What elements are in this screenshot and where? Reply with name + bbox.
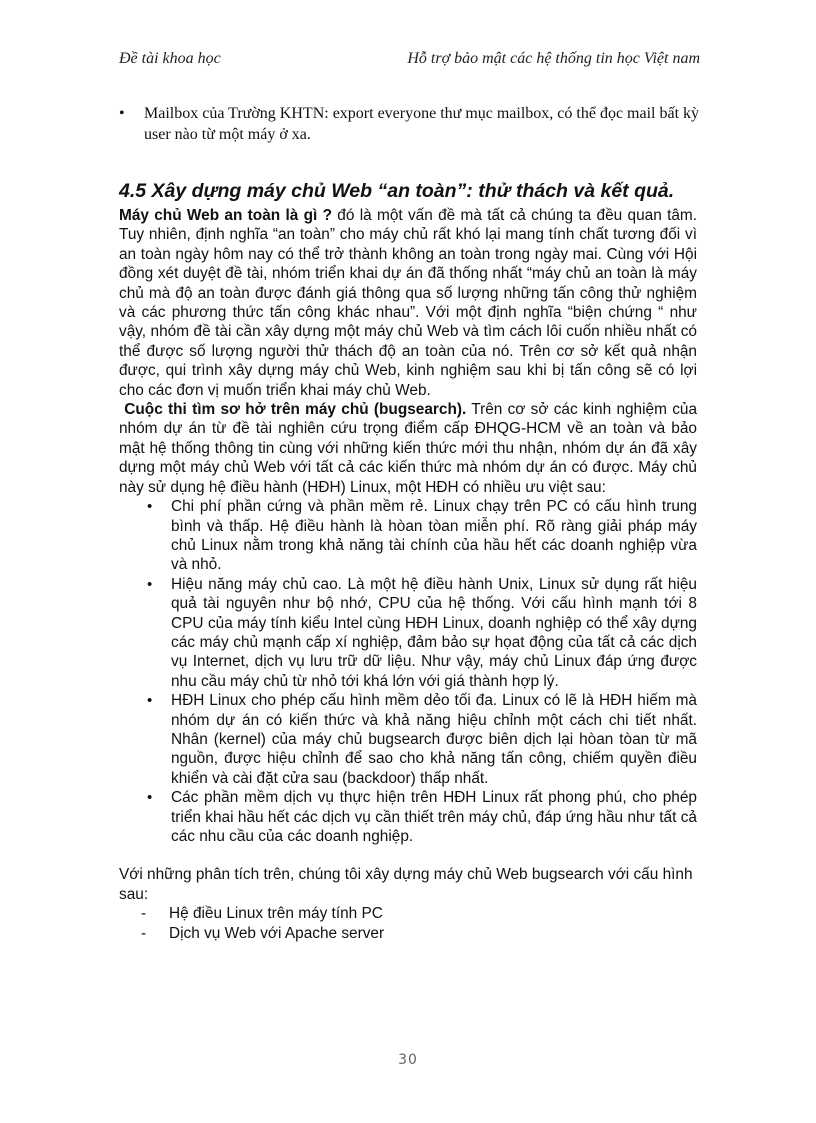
section-body bbox=[119, 206, 697, 943]
list-item bbox=[119, 575, 697, 691]
list-item bbox=[119, 788, 697, 846]
config-list bbox=[119, 904, 697, 943]
list-item-text: Hiệu năng máy chủ cao. Là một hệ điều hành Unix, Linux sử dụng rất hiệu quả tài nguyên như bộ nhớ, CPU của hệ thống. Với cấu hình mạnh tới 8 CPU của máy tính kiểu Intel cùng HĐH Linux, doanh nghiệp có thể xây dựng các máy chủ mạnh cấp xí nghiệp, đảm bảo sự họat động của tất cả các dịch vụ Internet, dịch vụ lưu trữ dữ liệu. Như vậy, máy chủ Linux đáp ứng được nhu cầu máy chủ từ nhỏ tới khá lớn với giá thành hợp lý. bbox=[171, 575, 697, 690]
dash-marker: - bbox=[141, 905, 147, 923]
header-left-title: Đề tài khoa học bbox=[119, 50, 221, 67]
linux-advantages-list bbox=[119, 497, 697, 846]
paragraph-lead: Máy chủ Web an toàn là gì ? bbox=[119, 207, 332, 224]
spacer bbox=[119, 846, 697, 865]
list-item-text: HĐH Linux cho phép cấu hình mềm dẻo tối đa. Linux có lẽ là HĐH hiếm mà nhóm dự án có kiến thức và khả năng hiệu chỉnh một cách chi tiết nhất. Nhân (kernel) của máy chủ bugsearch được biên dịch lại hòan tòan từ mã nguồn, được hiệu chỉnh để sao cho khả năng tấn công, chiếm quyền điều khiển và cài đặt cửa sau (backdoor) thấp nhất. bbox=[171, 692, 697, 787]
header-right-title: Hỗ trợ bảo mật các hệ thống tin học Việt nam bbox=[407, 50, 700, 67]
list-item-text: Hệ điều Linux trên máy tính PC bbox=[169, 905, 383, 923]
mailbox-bullet-item bbox=[119, 103, 709, 145]
bullet-marker: • bbox=[147, 575, 153, 593]
list-item-text: Dịch vụ Web với Apache server bbox=[169, 924, 385, 942]
paragraph-bugsearch bbox=[119, 400, 697, 497]
bullet-marker: • bbox=[147, 789, 153, 807]
bullet-marker: • bbox=[147, 692, 153, 710]
list-item bbox=[119, 924, 697, 943]
list-item bbox=[119, 691, 697, 788]
paragraph-config-intro: Với những phân tích trên, chúng tôi xây dựng máy chủ Web bugsearch với cấu hình sau: bbox=[119, 866, 693, 903]
dash-marker: - bbox=[141, 924, 147, 942]
page-number: 30 bbox=[398, 1052, 418, 1068]
paragraph-text: Trên cơ sở các kinh nghiệm của nhóm dự án từ đề tài nghiên cứu trọng điểm cấp ĐHQG-HCM về an toàn và bảo mật hệ thống thông tin cùng với những kiến thức mới thu nhận, nhóm dự án đã xây dựng một máy chủ Web với tất cả các kiến thức mà nhóm dự án có được. Máy chủ này sử dụng hệ điều hành (HĐH) Linux, một HĐH có nhiều ưu việt sau: bbox=[119, 401, 698, 496]
mailbox-bullet-text: Mailbox của Trường KHTN: export everyone thư mục mailbox, có thể đọc mail bất kỳ user nào từ một máy ở xa. bbox=[144, 105, 700, 143]
paragraph-secure-server bbox=[119, 206, 697, 400]
list-item bbox=[119, 497, 697, 575]
list-item bbox=[119, 904, 697, 923]
list-item-text: Chi phí phần cứng và phần mềm rẻ. Linux chạy trên PC có cấu hình trung bình và thấp. Hệ điều hành là hòan tòan miễn phí. Rõ ràng giải pháp máy chủ Linux nằm trong khả năng tài chính của hầu hết các doanh nghiệp vừa và nhỏ. bbox=[171, 498, 697, 574]
list-item-text: Các phần mềm dịch vụ thực hiện trên HĐH Linux rất phong phú, cho phép triển khai hầu hết các dịch vụ cần thiết trên máy chủ, đáp ứng hầu như tất cả các nhu cầu của các doanh nghiệp. bbox=[171, 789, 697, 845]
paragraph-text: đó là một vấn đề mà tất cả chúng ta đều quan tâm. Tuy nhiên, định nghĩa “an toàn” cho máy chủ rất khó lại mang tính chất tương đối vì an toàn ngày hôm nay có thể trở thành không an toàn trong ngày mai. Cùng với Hội đồng xét duyệt đề tài, nhóm triển khai dự án đã thống nhất “máy chủ an toàn là máy chủ mà độ an toàn được đánh giá thông qua số lượng những tấn công thử nghiệm và các phương thức tấn công khác nhau”. Với một định nghĩa “biện chứng “ như vậy, nhóm đề tài cần xây dựng một máy chủ Web và tìm cách lôi cuốn nhiều nhất có thể được số lượng người thử thách độ an toàn của nó. Trên cơ sở kết quả nhận được, qui trình xây dựng máy chủ Web, kinh nghiệm sau khi bị tấn công sẽ có lợi cho các đơn vị muốn triển khai máy chủ Web. bbox=[119, 207, 697, 399]
section-title: 4.5 Xây dựng máy chủ Web “an toàn”: thử thách và kết quả. bbox=[119, 180, 675, 202]
paragraph-lead: Cuộc thi tìm sơ hở trên máy chủ (bugsearch). bbox=[124, 401, 467, 419]
bullet-marker: • bbox=[119, 105, 125, 122]
bullet-marker: • bbox=[147, 498, 153, 516]
